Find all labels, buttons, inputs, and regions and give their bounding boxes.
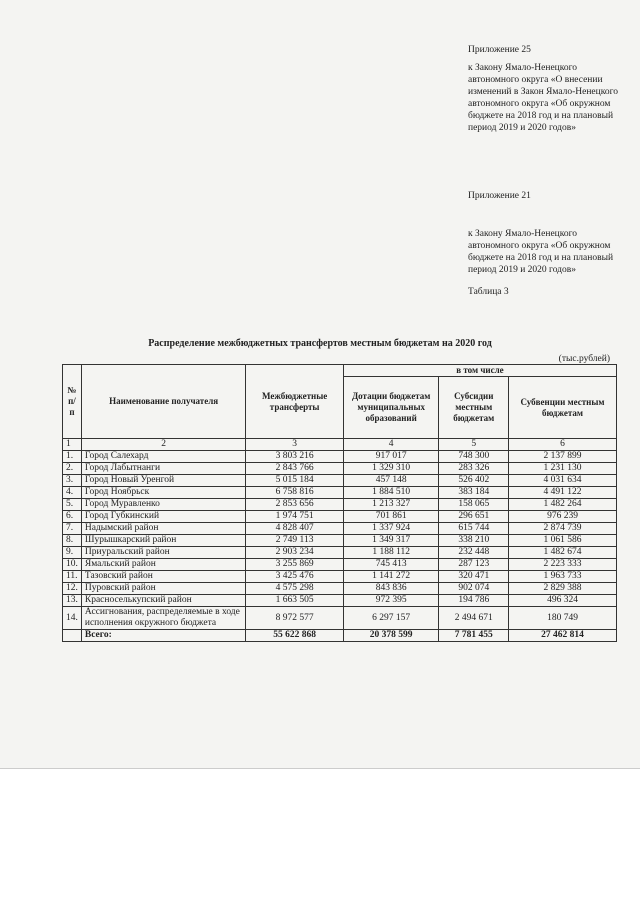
col-number: 2: [81, 439, 246, 451]
row-number: 12.: [63, 583, 82, 595]
subsidies-value: 283 326: [439, 463, 509, 475]
subventions-value: 4 031 634: [509, 475, 617, 487]
subventions-value: 180 749: [509, 607, 617, 630]
recipient-name: Надымский район: [81, 523, 246, 535]
transfers-value: 2 843 766: [246, 463, 344, 475]
recipient-name: Город Муравленко: [81, 499, 246, 511]
header-including: в том числе: [343, 365, 616, 377]
table-row: [63, 571, 617, 583]
recipient-name: Город Лабытнанги: [81, 463, 246, 475]
total-subventions: 27 462 814: [509, 630, 617, 642]
recipient-name: Пуровский район: [81, 583, 246, 595]
recipient-name: Город Салехард: [81, 451, 246, 463]
header-subsidies: Субсидии местным бюджетам: [439, 377, 509, 439]
table-row: [63, 487, 617, 499]
dotations-value: 745 413: [343, 559, 439, 571]
dotations-value: 701 861: [343, 511, 439, 523]
total-subsidies: 7 781 455: [439, 630, 509, 642]
row-number: 9.: [63, 547, 82, 559]
subsidies-value: 2 494 671: [439, 607, 509, 630]
row-number: 1.: [63, 451, 82, 463]
transfers-table: [62, 364, 617, 642]
dotations-value: 1 188 112: [343, 547, 439, 559]
table-row: [63, 595, 617, 607]
transfers-value: 5 015 184: [246, 475, 344, 487]
column-numbers-row: [63, 439, 617, 451]
subventions-value: 976 239: [509, 511, 617, 523]
header-num: № п/п: [63, 365, 82, 439]
col-number: 3: [246, 439, 344, 451]
transfers-value: 1 663 505: [246, 595, 344, 607]
subsidies-value: 232 448: [439, 547, 509, 559]
total-label: Всего:: [81, 630, 246, 642]
subventions-value: 2 874 739: [509, 523, 617, 535]
transfers-value: 4 575 298: [246, 583, 344, 595]
col-number: 5: [439, 439, 509, 451]
total-dotations: 20 378 599: [343, 630, 439, 642]
transfers-value: 3 255 869: [246, 559, 344, 571]
dotations-value: 1 337 924: [343, 523, 439, 535]
recipient-name: Город Губкинский: [81, 511, 246, 523]
table-row: [63, 607, 617, 630]
subsidies-value: 526 402: [439, 475, 509, 487]
subventions-value: 1 482 674: [509, 547, 617, 559]
annex-21: [468, 190, 628, 298]
header-subventions: Субвенции местным бюджетам: [509, 377, 617, 439]
subventions-value: 1 963 733: [509, 571, 617, 583]
annex-25: [468, 44, 628, 134]
total-num-cell: [63, 630, 82, 642]
subventions-value: 4 491 122: [509, 487, 617, 499]
recipient-name: Красноселькупский район: [81, 595, 246, 607]
row-number: 14.: [63, 607, 82, 630]
dotations-value: 1 213 327: [343, 499, 439, 511]
row-number: 7.: [63, 523, 82, 535]
transfers-value: 6 758 816: [246, 487, 344, 499]
transfers-value: 2 853 656: [246, 499, 344, 511]
subsidies-value: 615 744: [439, 523, 509, 535]
subsidies-value: 287 123: [439, 559, 509, 571]
header-transfers: Межбюджетные трансферты: [246, 365, 344, 439]
subsidies-value: 296 651: [439, 511, 509, 523]
recipient-name: Ассигнования, распределяемые в ходе исполнения окружного бюджета: [81, 607, 246, 630]
table-row: [63, 451, 617, 463]
table-row: [63, 475, 617, 487]
recipient-name: Тазовский район: [81, 571, 246, 583]
dotations-value: 457 148: [343, 475, 439, 487]
recipient-name: Приуральский район: [81, 547, 246, 559]
table-label: Таблица 3: [468, 287, 509, 297]
annex-21-text: к Закону Ямало-Ненецкого автономного округа «Об окружном бюджете на 2018 год и на плановый период 2019 и 2020 годов»: [468, 229, 614, 275]
total-row: [63, 630, 617, 642]
total-transfers: 55 622 868: [246, 630, 344, 642]
transfers-value: 2 903 234: [246, 547, 344, 559]
table-row: [63, 463, 617, 475]
subsidies-value: 194 786: [439, 595, 509, 607]
recipient-name: Ямальский район: [81, 559, 246, 571]
table-row: [63, 559, 617, 571]
row-number: 6.: [63, 511, 82, 523]
row-number: 10.: [63, 559, 82, 571]
col-number: 6: [509, 439, 617, 451]
table-row: [63, 547, 617, 559]
dotations-value: 917 017: [343, 451, 439, 463]
recipient-name: Город Новый Уренгой: [81, 475, 246, 487]
transfers-value: 1 974 751: [246, 511, 344, 523]
row-number: 2.: [63, 463, 82, 475]
annex-21-title: Приложение 21: [468, 191, 531, 201]
recipient-name: Шурышкарский район: [81, 535, 246, 547]
dotations-value: 6 297 157: [343, 607, 439, 630]
row-number: 4.: [63, 487, 82, 499]
dotations-value: 1 141 272: [343, 571, 439, 583]
header-dotations: Дотации бюджетам муниципальных образований: [343, 377, 439, 439]
table-row: [63, 523, 617, 535]
subventions-value: 496 324: [509, 595, 617, 607]
table-row: [63, 583, 617, 595]
table-row: [63, 535, 617, 547]
subventions-value: 1 231 130: [509, 463, 617, 475]
row-number: 5.: [63, 499, 82, 511]
row-number: 13.: [63, 595, 82, 607]
transfers-value: 3 803 216: [246, 451, 344, 463]
subsidies-value: 383 184: [439, 487, 509, 499]
subventions-value: 2 137 899: [509, 451, 617, 463]
transfers-value: 3 425 476: [246, 571, 344, 583]
table-row: [63, 499, 617, 511]
header-name: Наименование получателя: [81, 365, 246, 439]
row-number: 8.: [63, 535, 82, 547]
col-number: 1: [63, 439, 82, 451]
subsidies-value: 158 065: [439, 499, 509, 511]
table-title: Распределение межбюджетных трансфертов местным бюджетам на 2020 год: [148, 338, 492, 349]
dotations-value: 1 329 310: [343, 463, 439, 475]
transfers-value: 2 749 113: [246, 535, 344, 547]
subsidies-value: 902 074: [439, 583, 509, 595]
subventions-value: 2 829 388: [509, 583, 617, 595]
table-row: [63, 511, 617, 523]
transfers-value: 4 828 407: [246, 523, 344, 535]
dotations-value: 1 349 317: [343, 535, 439, 547]
subventions-value: 2 223 333: [509, 559, 617, 571]
dotations-value: 843 836: [343, 583, 439, 595]
row-number: 11.: [63, 571, 82, 583]
col-number: 4: [343, 439, 439, 451]
annex-25-title: Приложение 25: [468, 45, 531, 55]
row-number: 3.: [63, 475, 82, 487]
subsidies-value: 320 471: [439, 571, 509, 583]
dotations-value: 972 395: [343, 595, 439, 607]
annex-25-text: к Закону Ямало-Ненецкого автономного округа «О внесении изменений в Закон Ямало-Ненецкого автономного округа «Об окружном бюджете на 2018 год и на плановый период 2019 и 2020 годов»: [468, 63, 619, 133]
recipient-name: Город Ноябрьск: [81, 487, 246, 499]
subsidies-value: 748 300: [439, 451, 509, 463]
unit-label: (тыс.рублей): [558, 354, 610, 364]
subsidies-value: 338 210: [439, 535, 509, 547]
transfers-value: 8 972 577: [246, 607, 344, 630]
subventions-value: 1 482 264: [509, 499, 617, 511]
dotations-value: 1 884 510: [343, 487, 439, 499]
subventions-value: 1 061 586: [509, 535, 617, 547]
